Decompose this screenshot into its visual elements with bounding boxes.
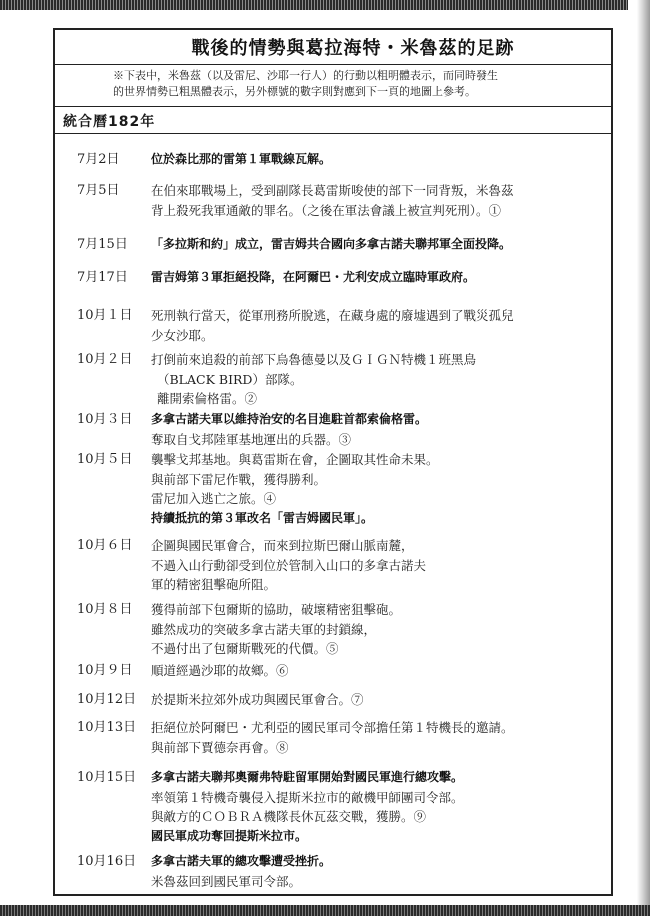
- milutz-action-text: 雖然成功的突破多拿古諾夫軍的封鎖線，: [151, 621, 377, 637]
- event-description: [151, 852, 603, 891]
- world-situation-text: 國民軍成功奪回提斯米拉市。: [151, 828, 308, 843]
- event-date: 10月１日: [77, 308, 133, 323]
- event-description: [151, 306, 603, 345]
- event-description: [151, 450, 603, 528]
- event-date: 10月５日: [77, 452, 133, 467]
- milutz-action-text: 順道經過沙耶的故鄉。⑥: [151, 663, 289, 678]
- milutz-action-text: 打倒前來追殺的前部下烏魯德曼以及ＧＩＧＮ特機１班黑鳥: [151, 352, 477, 367]
- milutz-action-text: 背上殺死我軍通敵的罪名。（之後在軍法會議上被宣判死刑）。①: [151, 202, 502, 218]
- world-situation-text: 多拿古諾夫軍以維持治安的名目進駐首都索倫格雷。: [151, 412, 428, 426]
- milutz-action-text: 於提斯米拉郊外成功與國民軍會合。⑦: [151, 692, 364, 707]
- world-situation-text: 雷吉姆第３軍拒絕投降，在阿爾巴・尤利安成立臨時軍政府。: [151, 270, 476, 284]
- event-description: [151, 661, 603, 681]
- timeline-frame: [53, 28, 613, 896]
- event-description: [151, 181, 603, 220]
- event-date: 7月17日: [77, 270, 128, 285]
- event-description: [151, 235, 603, 255]
- event-date: 7月15日: [77, 237, 128, 252]
- milutz-action-text: 少女沙耶。: [151, 327, 214, 343]
- milutz-action-text: 米魯茲回到國民軍司令部。: [151, 873, 302, 889]
- event-date: 10月８日: [77, 602, 133, 617]
- top-scan-border: [0, 0, 650, 10]
- world-situation-text: 「多拉斯和約」成立，雷吉姆共合國向多拿古諾夫聯邦軍全面投降。: [151, 237, 512, 251]
- event-date: 10月６日: [77, 538, 133, 553]
- milutz-action-text: 不過入山行動卻受到位於管制入山口的多拿古諾夫: [151, 557, 427, 573]
- milutz-action-text: 與前部下賈德奈再會。⑧: [151, 739, 289, 755]
- era-header: [55, 106, 611, 134]
- milutz-action-text: （BLACK BIRD）部隊。: [157, 371, 303, 387]
- event-description: [151, 536, 603, 595]
- era-label: 統合曆182年: [63, 114, 156, 130]
- event-description: [151, 150, 603, 170]
- world-situation-text: 多拿古諾夫軍的總攻擊遭受挫折。: [151, 854, 332, 868]
- milutz-action-text: 死刑執行當天，從軍刑務所脫逃，在藏身處的廢墟遇到了戰災孤兒: [151, 308, 514, 323]
- page-title: 戰後的情勢與葛拉海特・米魯茲的足跡: [191, 38, 515, 59]
- milutz-action-text: 襲擊戈邦基地。與葛雷斯在會，企圖取其性命未果。: [151, 452, 439, 467]
- milutz-action-text: 軍的精密狙擊砲所阻。: [151, 577, 277, 592]
- event-description: [151, 690, 603, 710]
- milutz-action-text: 離開索倫格雷。②: [157, 391, 258, 406]
- event-description: [151, 718, 603, 757]
- event-date: 7月5日: [77, 183, 120, 198]
- milutz-action-text: 雷尼加入逃亡之旅。④: [151, 491, 277, 506]
- legend-note-line: ※下表中，米魯茲（以及雷尼、沙耶一行人）的行動以粗明體表示，而同時發生: [113, 69, 498, 82]
- milutz-action-text: 獲得前部下包爾斯的協助，破壞精密狙擊砲。: [151, 602, 402, 617]
- event-date: 10月12日: [77, 692, 137, 707]
- milutz-action-text: 與前部下雷尼作戰，獲得勝利。: [151, 471, 327, 487]
- world-situation-text: 多拿古諾夫聯邦奧爾弗特駐留軍開始對國民軍進行總攻擊。: [151, 770, 464, 784]
- event-description: [151, 768, 603, 846]
- event-date: 7月2日: [77, 152, 120, 167]
- event-description: [151, 350, 603, 409]
- bottom-scan-border: [0, 905, 650, 916]
- event-description: [151, 268, 603, 288]
- event-date: 10月２日: [77, 352, 133, 367]
- legend-note-line: 的世界情勢已粗黑體表示，另外標號的數字則對應到下一頁的地圖上參考。: [113, 85, 476, 98]
- event-date: 10月３日: [77, 412, 133, 427]
- milutz-action-text: 拒絕位於阿爾巴・尤利亞的國民軍司令部擔任第１特機長的邀請。: [151, 720, 514, 735]
- milutz-action-text: 奪取自戈邦陸軍基地運出的兵器。③: [151, 431, 352, 447]
- event-date: 10月16日: [77, 854, 137, 869]
- milutz-action-text: 率領第１特機奇襲侵入提斯米拉市的敵機甲師團司令部。: [151, 789, 464, 805]
- event-description: [151, 600, 603, 659]
- event-date: 10月15日: [77, 770, 137, 785]
- page-edge-shadow: [628, 0, 650, 916]
- milutz-action-text: 企圖與國民軍會合，而來到拉斯巴爾山脈南麓，: [151, 538, 414, 553]
- milutz-action-text: 在伯來耶戰場上，受到副隊長葛雷斯唆使的部下一同背叛，米魯茲: [151, 183, 514, 198]
- milutz-action-text: 與敵方的ＣＯＢＲＡ機隊長休瓦茲交戰，獲勝。⑨: [151, 809, 427, 824]
- legend-note: [55, 68, 611, 100]
- title-bar: [55, 30, 611, 65]
- world-situation-text: 持續抵抗的第３軍改名「雷吉姆國民軍」。: [151, 510, 374, 525]
- event-date: 10月13日: [77, 720, 137, 735]
- event-date: 10月９日: [77, 663, 133, 678]
- event-description: [151, 410, 603, 449]
- milutz-action-text: 不過付出了包爾斯戰死的代價。⑤: [151, 641, 339, 656]
- world-situation-text: 位於森比那的雷第１軍戰線瓦解。: [151, 152, 332, 166]
